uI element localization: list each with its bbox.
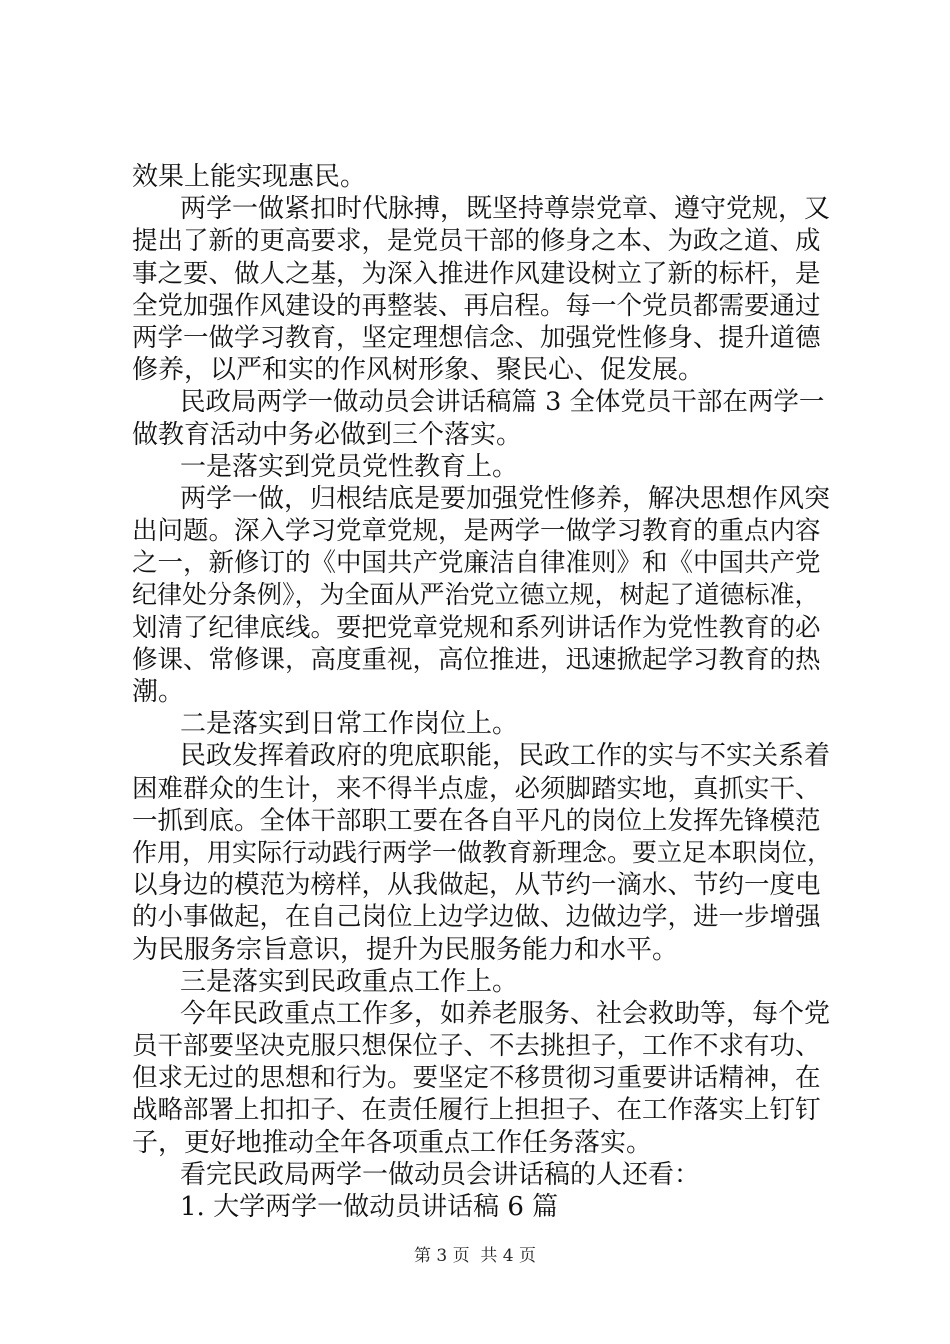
text-line: 提出了新的更高要求，是党员干部的修身之本、为政之道、成	[132, 226, 821, 257]
text-line: 三是落实到民政重点工作上。	[180, 966, 519, 997]
text-line: 修养，以严和实的作风树形象、聚民心、促发展。	[132, 355, 705, 386]
text-line: 以身边的模范为榜样，从我做起，从节约一滴水、节约一度电	[132, 870, 821, 901]
text-line: 民政发挥着政府的兜底职能，民政工作的实与不实关系着	[180, 741, 831, 772]
text-line: 一抓到底。全体干部职工要在各自平凡的岗位上发挥先锋模范	[132, 805, 821, 836]
page-footer: 第 3 页 共 4 页	[413, 1246, 537, 1266]
text-line: 划清了纪律底线。要把党章党规和系列讲话作为党性教育的必	[132, 612, 821, 643]
text-line: 事之要、做人之基，为深入推进作风建设树立了新的标杆，是	[132, 258, 821, 289]
text-line: 民政局两学一做动员会讲话稿篇 3 全体党员干部在两学一	[180, 387, 825, 418]
text-line: 为民服务宗旨意识，提升为民服务能力和水平。	[132, 934, 679, 965]
text-line: 修课、常修课，高度重视，高位推进，迅速掀起学习教育的热	[132, 644, 821, 675]
text-line: 作用，用实际行动践行两学一做教育新理念。要立足本职岗位，	[132, 837, 833, 867]
text-line: 一是落实到党员党性教育上。	[180, 451, 519, 482]
text-line: 今年民政重点工作多，如养老服务、社会救助等，每个党	[180, 998, 831, 1029]
text-line: 的小事做起，在自己岗位上边学边做、边做边学，进一步增强	[132, 902, 821, 933]
text-line: 看完民政局两学一做动员会讲话稿的人还看：	[180, 1159, 701, 1190]
text-line: 二是落实到日常工作岗位上。	[180, 709, 519, 740]
text-line: 两学一做学习教育，坚定理想信念、加强党性修身、提升道德	[132, 322, 821, 353]
text-line: 战略部署上扣扣子、在责任履行上担担子、在工作落实上钉钉	[132, 1095, 821, 1126]
text-line: 做教育活动中务必做到三个落实。	[132, 419, 523, 450]
text-line: 困难群众的生计，来不得半点虚，必须脚踏实地，真抓实干、	[132, 773, 821, 804]
text-line: 但求无过的思想和行为。要坚定不移贯彻习重要讲话精神，在	[132, 1063, 821, 1094]
text-line: 效果上能实现惠民。	[132, 162, 367, 192]
text-line: 出问题。深入学习党章党规，是两学一做学习教育的重点内容	[132, 516, 821, 547]
text-line: 全党加强作风建设的再整装、再启程。每一个党员都需要通过	[132, 290, 821, 321]
text-line: 两学一做紧扣时代脉搏，既坚持尊崇党章、遵守党规，又	[180, 194, 831, 225]
document-body	[132, 161, 832, 1223]
text-line: 员干部要坚决克服只想保位子、不去挑担子，工作不求有功、	[132, 1031, 821, 1062]
text-line: 潮。	[132, 677, 185, 707]
text-line: 两学一做，归根结底是要加强党性修养，解决思想作风突	[180, 483, 831, 514]
text-line: 子，更好地推动全年各项重点工作任务落实。	[132, 1127, 653, 1158]
text-line: 1. 大学两学一做动员讲话稿 6 篇	[180, 1192, 559, 1222]
text-line: 纪律处分条例》，为全面从严治党立德立规，树起了道德标准，	[132, 580, 820, 610]
text-line: 之一，新修订的《中国共产党廉洁自律准则》和《中国共产党	[132, 548, 821, 579]
